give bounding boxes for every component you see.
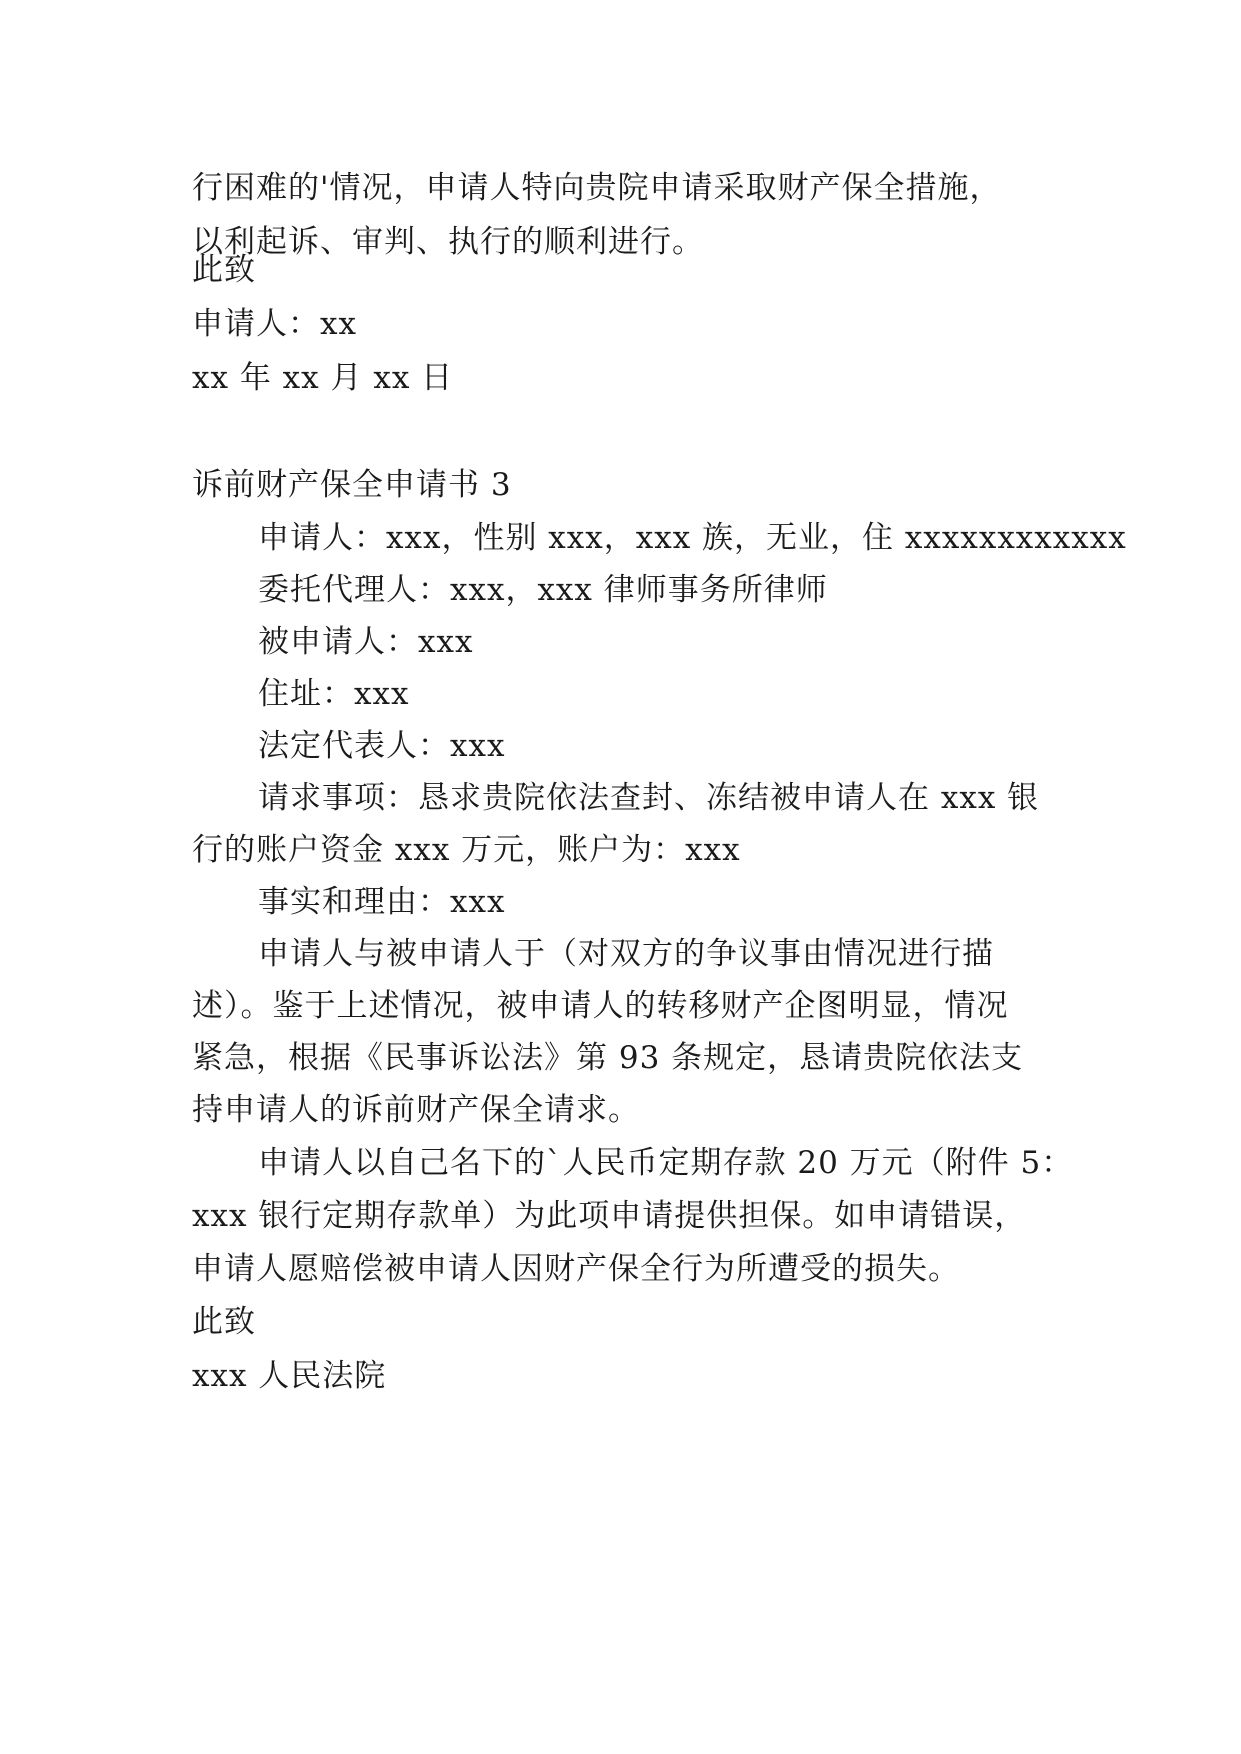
- continuation-line-1: 行困难的'情况，申请人特向贵院申请采取财产保全措施，: [192, 170, 1002, 206]
- agent-info: 委托代理人：xxx，xxx 律师事务所律师: [258, 572, 828, 608]
- paragraph-1-line-3: 紧急，根据《民事诉讼法》第 93 条规定，恳请贵院依法支: [192, 1040, 1024, 1076]
- document-title: 诉前财产保全申请书 3: [192, 467, 512, 503]
- paragraph-1-line-2: 述）。鉴于上述情况，被申请人的转移财产企图明显，情况: [192, 988, 1009, 1024]
- request-line-1: 请求事项：恳求贵院依法查封、冻结被申请人在 xxx 银: [258, 780, 1040, 816]
- respondent-info: 被申请人：xxx: [258, 624, 474, 660]
- closing-salutation: 此致: [192, 1304, 256, 1340]
- paragraph-2-line-3: 申请人愿赔偿被申请人因财产保全行为所遭受的损失。: [192, 1251, 960, 1287]
- continuation-line-2: 以利起诉、审判、执行的顺利进行。: [192, 224, 704, 260]
- court-name: xxx 人民法院: [192, 1358, 387, 1394]
- paragraph-2-line-2: xxx 银行定期存款单）为此项申请提供担保。如申请错误，: [192, 1198, 1027, 1234]
- paragraph-1-line-1: 申请人与被申请人于（对双方的争议事由情况进行描: [258, 936, 994, 972]
- salutation: 此致: [192, 252, 256, 288]
- facts-heading: 事实和理由：xxx: [258, 884, 506, 920]
- address-info: 住址：xxx: [258, 676, 410, 712]
- request-line-2: 行的账户资金 xxx 万元，账户为：xxx: [192, 832, 741, 868]
- applicant-info: 申请人：xxx，性别 xxx，xxx 族，无业，住 xxxxxxxxxxxx: [258, 520, 1127, 556]
- signature-date: xx 年 xx 月 xx 日: [192, 360, 454, 396]
- applicant-signature: 申请人：xx: [192, 306, 357, 342]
- paragraph-2-line-1: 申请人以自己名下的`人民币定期存款 20 万元（附件 5：: [258, 1145, 1074, 1181]
- legal-rep-info: 法定代表人：xxx: [258, 728, 506, 764]
- paragraph-1-line-4: 持申请人的诉前财产保全请求。: [192, 1092, 640, 1128]
